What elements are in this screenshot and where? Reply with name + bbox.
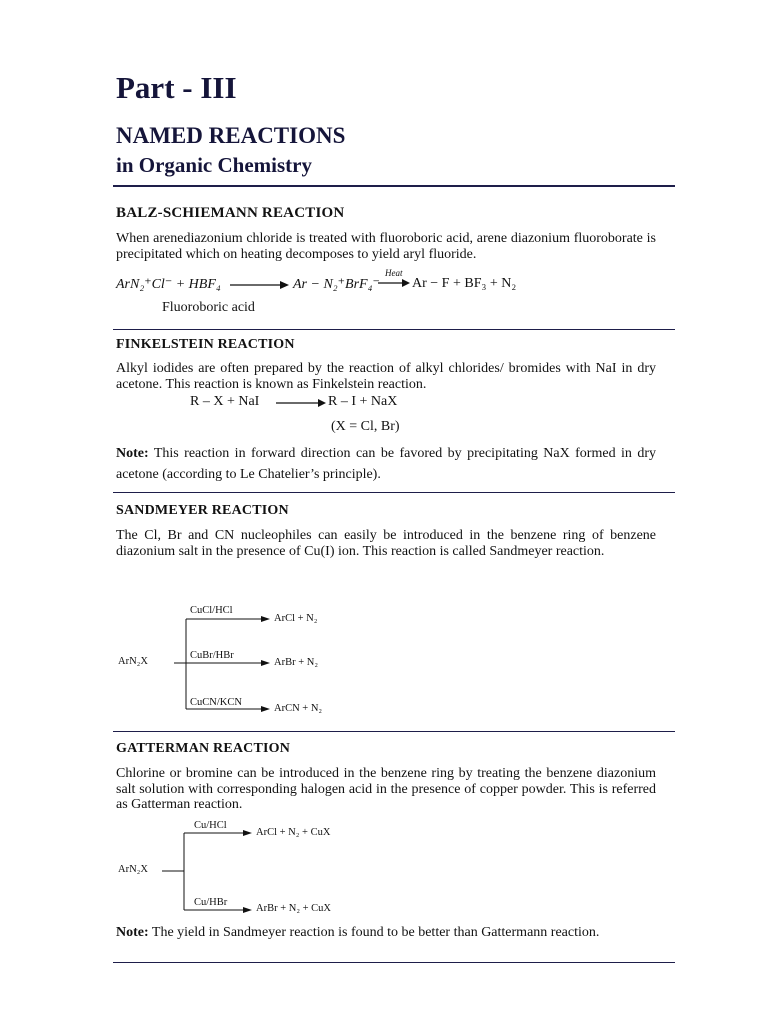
finkelstein-description: Alkyl iodides are often prepared by the reaction of alkyl chlorides/ bromides with NaI in dry acetone. This reaction is known as Finkelstein reaction. bbox=[116, 361, 656, 392]
gatterman-product-2: ArBr + N₂ + CuX bbox=[256, 903, 332, 914]
gatterman-note bbox=[116, 925, 656, 941]
sandmeyer-product-2: ArBr + N₂ bbox=[274, 657, 318, 668]
note-text: The yield in Sandmeyer reaction is found to be better than Gattermann reaction. bbox=[151, 925, 600, 940]
sandmeyer-description: The Cl, Br and CN nucleophiles can easily be introduced in the benzene ring of benzene diazonium salt in the presence of Cu(I) ion. This reaction is called Sandmeyer reaction. bbox=[116, 528, 656, 559]
heading-finkelstein: FINKELSTEIN REACTION bbox=[116, 337, 295, 352]
balz-reagent-label: Fluoroboric acid bbox=[162, 300, 255, 315]
heading-balz-schiemann: BALZ-SCHIEMANN REACTION bbox=[116, 205, 345, 221]
gatterman-reagent-1: Cu/HCl bbox=[194, 820, 227, 831]
balz-reactant: ArN₂⁺Cl⁻ + HBF₄ bbox=[116, 277, 221, 292]
balz-heat-label: Heat bbox=[385, 268, 403, 278]
gatterman-reagent-2: Cu/HBr bbox=[194, 897, 228, 908]
divider bbox=[113, 962, 675, 963]
page-title: Part - III bbox=[116, 70, 237, 105]
sandmeyer-product-1: ArCl + N₂ bbox=[274, 613, 318, 624]
note-text: This reaction in forward direction can be favored by precipitating NaX formed in dry acetone (according to Le Chatelier’s principle). bbox=[116, 446, 656, 482]
balz-products: Ar − F + BF₃ + N₂ bbox=[412, 276, 517, 291]
heading-gatterman: GATTERMAN REACTION bbox=[116, 741, 291, 756]
gatterman-product-1: ArCl + N₂ + CuX bbox=[256, 827, 331, 838]
balz-description: When arenediazonium chloride is treated with fluoroboric acid, arene diazonium fluoroborate is precipitated which on heating decomposes to yield aryl fluoride. bbox=[116, 231, 656, 262]
sandmeyer-reagent-3: CuCN/KCN bbox=[190, 697, 242, 708]
section-title: NAMED REACTIONS bbox=[116, 123, 346, 148]
heading-sandmeyer: SANDMEYER REACTION bbox=[116, 503, 289, 518]
sandmeyer-reactant: ArN₂X bbox=[118, 656, 148, 667]
gatterman-description: Chlorine or bromine can be introduced in the benzene ring by treating the benzene diazonium salt solution with corresponding halogen acid in the presence of copper powder. This is referred as Gatterman reaction. bbox=[116, 766, 656, 812]
note-label: Note: bbox=[116, 925, 149, 940]
sandmeyer-reagent-2: CuBr/HBr bbox=[190, 650, 234, 661]
note-label: Note: bbox=[116, 446, 149, 461]
finkelstein-products: R – I + NaX bbox=[328, 394, 398, 409]
section-subtitle: in Organic Chemistry bbox=[116, 153, 312, 177]
gatterman-reactant: ArN₂X bbox=[118, 864, 148, 875]
sandmeyer-reagent-1: CuCl/HCl bbox=[190, 605, 233, 616]
sandmeyer-product-3: ArCN + N₂ bbox=[274, 703, 323, 714]
balz-intermediate: Ar − N₂⁺BrF₄⁻ bbox=[293, 277, 380, 292]
finkelstein-reactants: R – X + NaI bbox=[190, 394, 260, 409]
finkelstein-condition: (X = Cl, Br) bbox=[331, 419, 400, 434]
